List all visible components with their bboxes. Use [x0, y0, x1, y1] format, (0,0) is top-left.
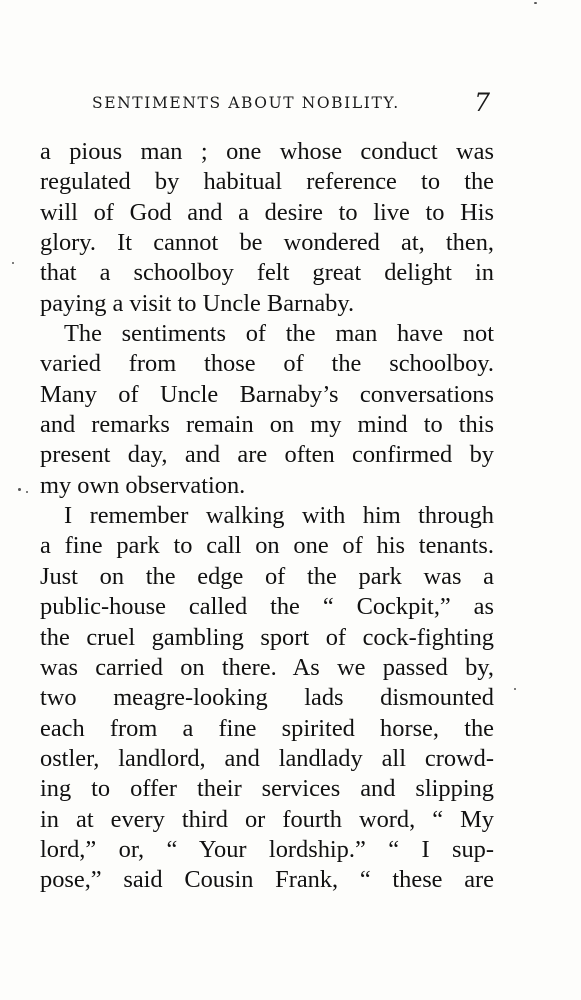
text-line: a pious man ; one whose conduct was — [40, 138, 494, 165]
text-line: lord,” or, “ Your lordship.” “ I sup- — [40, 835, 494, 863]
paper-speck — [18, 488, 21, 491]
text-line: will of God and a desire to live to His — [40, 198, 494, 226]
text-line: varied from those of the schoolboy. — [40, 350, 494, 378]
paper-speck — [26, 491, 28, 493]
running-head — [40, 88, 492, 128]
text-line: ing to offer their services and slipping — [40, 775, 494, 803]
text-line: each from a fine spirited horse, the — [40, 714, 494, 742]
text-line: Just on the edge of the park was a — [40, 562, 494, 590]
text-line: the cruel gambling sport of cock-fighting — [40, 623, 494, 651]
paragraph-first-line: The sentiments of the man have not — [64, 320, 494, 348]
text-line: paying a visit to Uncle Barnaby. — [40, 289, 355, 317]
page-number: 7 — [474, 88, 490, 117]
body-text — [40, 137, 494, 896]
text-line: public-house called the “ Cockpit,” as — [40, 593, 494, 621]
text-line: and remarks remain on my mind to this — [40, 411, 494, 439]
text-line: ostler, landlord, and landlady all crowd- — [40, 744, 494, 772]
text-line: regulated by habitual reference to the — [40, 168, 494, 196]
text-line: in at every third or fourth word, “ My — [40, 805, 494, 833]
text-line: a fine park to call on one of his tenants. — [40, 532, 494, 560]
text-line: Many of Uncle Barnaby’s conversations — [40, 380, 494, 408]
text-line: two meagre-looking lads dismounted — [40, 684, 494, 712]
text-line: my own observation. — [40, 471, 246, 499]
text-line: that a schoolboy felt great delight in — [40, 259, 494, 287]
text-line: present day, and are often confirmed by — [40, 441, 494, 469]
paper-speck — [12, 262, 14, 264]
running-title: SENTIMENTS ABOUT NOBILITY. — [92, 94, 400, 112]
text-line: pose,” said Cousin Frank, “ these are — [40, 866, 494, 894]
paper-speck — [514, 688, 516, 690]
paper-speck — [534, 2, 537, 4]
paragraph-first-line: I remember walking with him through — [64, 502, 494, 530]
text-line: was carried on there. As we passed by, — [40, 653, 494, 681]
text-line: glory. It cannot be wondered at, then, — [40, 229, 494, 257]
